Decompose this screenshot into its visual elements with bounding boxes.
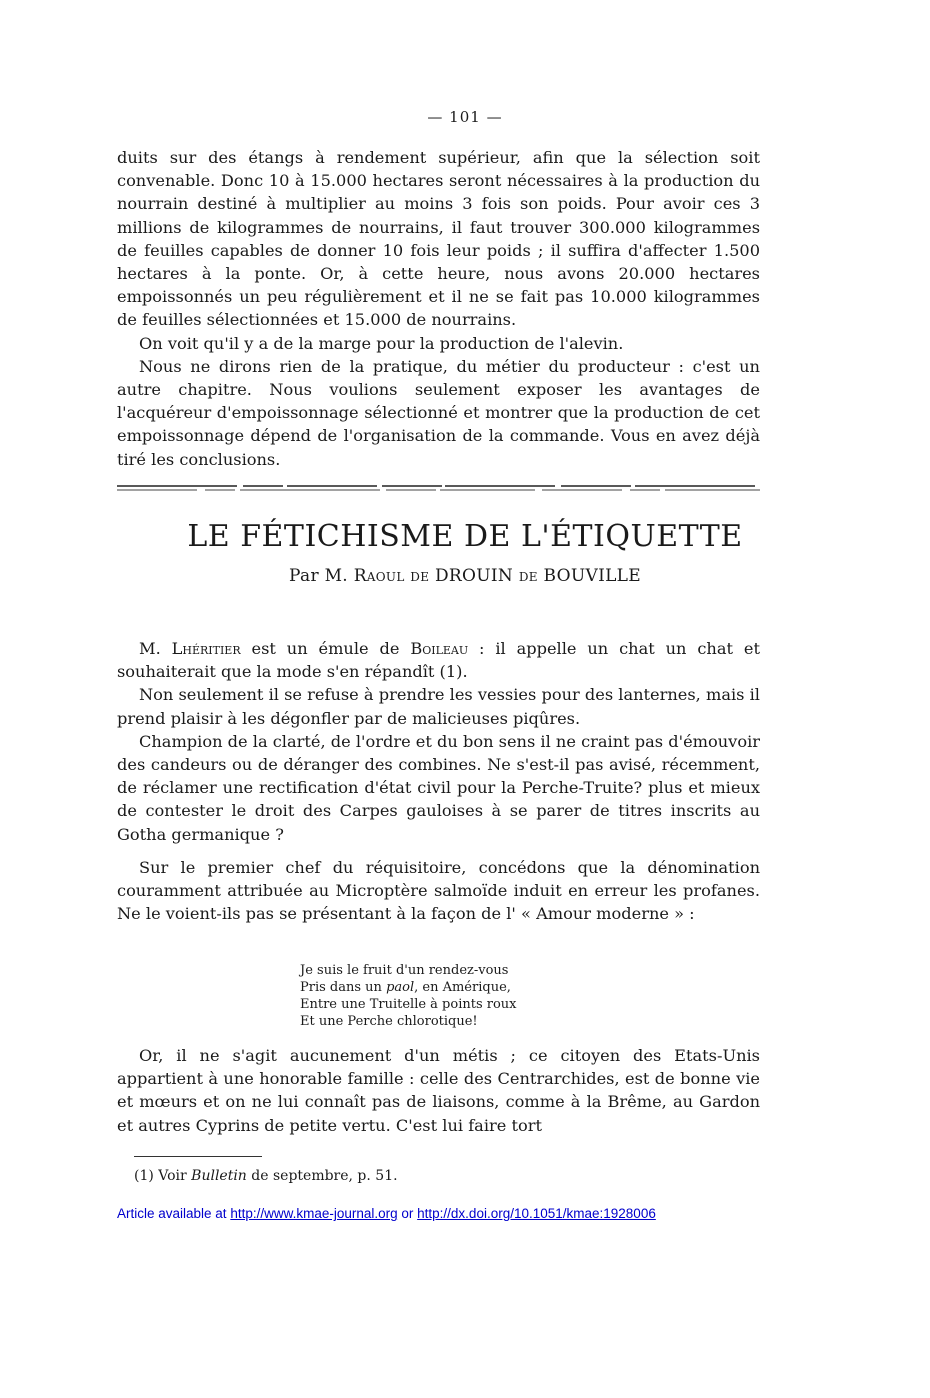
paragraph: Sur le premier chef du réquisitoire, concédons que la dénomination couramment attribuée au Microptère salmoïde induit en erreur les profanes. Ne le voient-ils pas se présentant à la façon de l' « Amour moderne » : bbox=[117, 857, 760, 924]
person-name: Boileau bbox=[410, 639, 469, 658]
availability-notice bbox=[117, 1206, 656, 1221]
text: est un émule de bbox=[240, 639, 411, 658]
footnote-marker: (1) Voir bbox=[134, 1168, 192, 1184]
author-last-name: DROUIN bbox=[435, 566, 514, 586]
availability-or: or bbox=[397, 1206, 418, 1221]
italic-word: paol bbox=[386, 980, 415, 995]
author-first-name: Raoul de bbox=[353, 566, 430, 586]
byline bbox=[0, 566, 930, 586]
paragraph: Nous ne dirons rien de la pratique, du métier du producteur : c'est un autre chapitre. Nous voulions seulement exposer les avantages de l'acquéreur d'empoissonnage sélectionné et montrer que la production de cet empoissonnage dépend de l'organisation de la commande. Vous en avez déjà tiré les conclusions. bbox=[117, 356, 760, 469]
footnote bbox=[134, 1168, 398, 1184]
journal-link[interactable]: http://www.kmae-journal.org bbox=[230, 1206, 398, 1221]
footnote-title: Bulletin bbox=[191, 1168, 247, 1184]
paragraph: Or, il ne s'agit aucunement d'un métis ; ce citoyen des Etats-Unis appartient à une honorable famille : celle des Centrarchides, est de bonne vie et mœurs et on ne lui connaît pas de liaisons, comme à la Brême, au Gardon et autres Cyprins de petite vertu. C'est lui faire tort bbox=[117, 1046, 760, 1135]
poem-line: Pris dans un paol, en Amérique, bbox=[300, 980, 511, 995]
text: : il appelle un chat un chat et souhaiterait que la mode s'en répandît (1). bbox=[117, 639, 760, 682]
footnote-rule bbox=[134, 1156, 262, 1157]
article-body bbox=[117, 637, 760, 925]
footnote-text: de septembre, p. 51. bbox=[246, 1168, 398, 1184]
author-particle: de bbox=[518, 566, 538, 586]
article-body-continued bbox=[117, 1044, 760, 1137]
poem-quote bbox=[300, 962, 517, 1030]
poem-line: Et une Perche chlorotique! bbox=[300, 1014, 478, 1029]
byline-prefix: Par M. bbox=[289, 566, 348, 586]
person-name: Lhéritier bbox=[171, 639, 241, 658]
doi-link[interactable]: http://dx.doi.org/10.1051/kmae:1928006 bbox=[417, 1206, 656, 1221]
paragraph: duits sur des étangs à rendement supérieur, afin que la sélection soit convenable. Donc 10 à 15.000 hectares seront nécessaires à la production du nourrain destiné à multiplier au moins 3 fois son poids. Pour avoir ces 3 millions de kilogrammes de nourrains, il faut trouver 300.000 kilogrammes de feuilles capables de donner 10 fois leur poids ; il suffira d'affecter 1.500 hectares à la ponte. Or, à cette heure, nous avons 20.000 hectares empoissonnés un peu régulièrement et il ne se fait pas 10.000 kilogrammes de feuilles sélectionnées et 15.000 de nourrains. bbox=[117, 148, 760, 330]
paragraph: On voit qu'il y a de la marge pour la production de l'alevin. bbox=[139, 333, 624, 353]
poem-line: Entre une Truitelle à points roux bbox=[300, 997, 517, 1012]
continuation-text bbox=[117, 146, 760, 471]
author-place: BOUVILLE bbox=[543, 566, 641, 586]
paragraph: Non seulement il se refuse à prendre les vessies pour des lanternes, mais il prend plaisir à les dégonfler par de malicieuses piqûres. bbox=[117, 685, 760, 728]
article-title: LE FÉTICHISME DE L'ÉTIQUETTE bbox=[187, 519, 743, 554]
paragraph: Champion de la clarté, de l'ordre et du bon sens il ne craint pas d'émouvoir des candeurs ou de déranger des combines. Ne s'est-il pas avisé, récemment, de réclamer une rectification d'état civil pour la Perche-Truite? plus et mieux de contester le droit des Carpes gauloises à se parer de titres inscrits au Gotha germanique ? bbox=[117, 731, 760, 844]
poem-line: Je suis le fruit d'un rendez-vous bbox=[300, 963, 509, 978]
availability-prefix: Article available at bbox=[117, 1206, 231, 1221]
section-divider bbox=[117, 483, 760, 493]
paragraph: M. Lhéritier est un émule de Boileau : il appelle un chat un chat et souhaiterait que la mode s'en répandît (1). bbox=[117, 639, 760, 682]
page-number: — 101 — bbox=[427, 108, 503, 126]
